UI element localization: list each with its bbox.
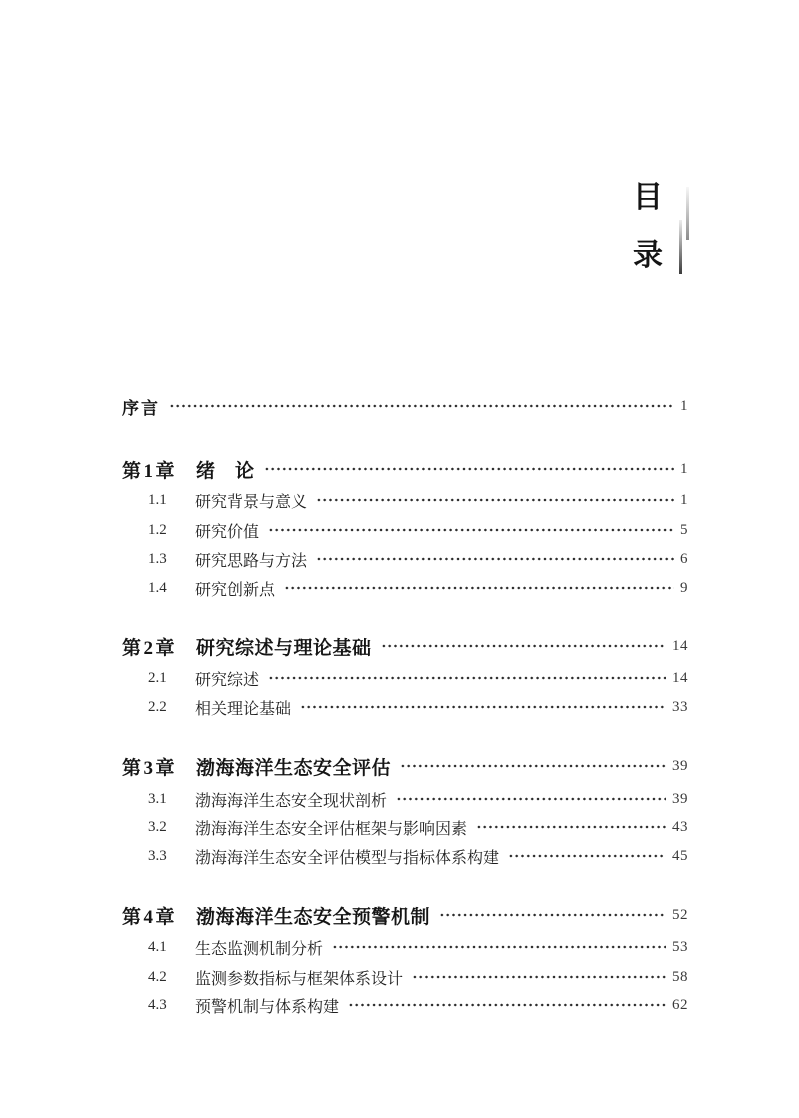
toc-section-number: 1.1	[148, 491, 167, 508]
toc-entry-page: 6	[680, 550, 688, 567]
toc-entry-page: 9	[680, 579, 688, 596]
toc-entry-title: 序言	[122, 398, 160, 418]
toc-entry-title: 渤海海洋生态安全预警机制	[196, 906, 431, 928]
dot-leader	[381, 634, 666, 658]
toc-entry-page: 1	[680, 460, 688, 477]
toc-entry-page: 33	[672, 698, 688, 715]
page-title-char-mu: 目	[633, 181, 663, 214]
toc-entry-title: 研究综述	[195, 671, 260, 689]
toc-entry-title: 渤海海洋生态安全评估框架与影响因素	[195, 820, 468, 838]
toc-entry-page: 53	[672, 938, 688, 955]
toc-section-number: 3.1	[148, 790, 167, 807]
dot-leader	[316, 488, 674, 512]
toc-entry-title: 渤海海洋生态安全评估模型与指标体系构建	[195, 849, 500, 867]
toc-entry-chapter-3	[122, 754, 688, 778]
toc-section-number: 4.1	[148, 938, 167, 955]
dot-leader	[169, 394, 674, 418]
toc-entry-page: 1	[680, 491, 688, 508]
toc-entry-title: 研究背景与意义	[195, 493, 308, 511]
toc-entry-2-1	[122, 666, 688, 690]
toc-entry-title: 研究思路与方法	[195, 552, 308, 570]
toc-chapter-number: 第2章	[122, 637, 178, 659]
toc-entry-page: 5	[680, 521, 688, 538]
title-decor-bar-bottom	[679, 220, 682, 274]
dot-leader	[332, 935, 666, 959]
toc-entry-1-1	[122, 488, 688, 512]
dot-leader	[412, 965, 666, 989]
dot-leader	[508, 844, 666, 868]
toc-entry-4-3	[122, 993, 688, 1017]
toc-entry-title: 研究综述与理论基础	[196, 637, 372, 659]
toc-section-number: 3.2	[148, 818, 167, 835]
toc-section-number: 4.3	[148, 996, 167, 1013]
toc-entry-chapter-1	[122, 457, 688, 481]
toc-section-number: 3.3	[148, 847, 167, 864]
dot-leader	[396, 787, 666, 811]
toc-entry-3-2	[122, 815, 688, 839]
toc-section-number: 1.2	[148, 521, 167, 538]
toc-section-number: 2.1	[148, 669, 167, 686]
toc-entry-page: 58	[672, 968, 688, 985]
toc-section-number: 1.4	[148, 579, 167, 596]
toc-entry-title: 生态监测机制分析	[195, 940, 324, 958]
toc-chapter-number: 第3章	[122, 757, 178, 779]
toc-entry-4-2	[122, 965, 688, 989]
toc-section-number: 1.3	[148, 550, 167, 567]
toc-entry-chapter-2	[122, 634, 688, 658]
toc-entry-title: 预警机制与体系构建	[195, 998, 340, 1016]
toc-entry-page: 39	[672, 757, 688, 774]
dot-leader	[316, 547, 674, 571]
toc-entry-title: 渤海海洋生态安全现状剖析	[195, 792, 388, 810]
toc-entry-title: 监测参数指标与框架体系设计	[195, 970, 404, 988]
toc-entry-chapter-4	[122, 903, 688, 927]
toc-entry-1-3	[122, 547, 688, 571]
page-title-char-lu: 录	[633, 239, 663, 272]
toc-entry-title: 相关理论基础	[195, 700, 292, 718]
page-title	[633, 183, 663, 271]
toc-entry-title: 渤海海洋生态安全评估	[196, 757, 392, 779]
toc-entry-page: 1	[680, 397, 688, 414]
toc-entry-page: 14	[672, 637, 688, 654]
title-decor-bar-top	[686, 187, 689, 240]
dot-leader	[268, 666, 666, 690]
dot-leader	[264, 457, 674, 481]
toc-entry-3-3	[122, 844, 688, 868]
toc-section-number: 4.2	[148, 968, 167, 985]
toc-entry-title: 研究创新点	[195, 581, 276, 599]
dot-leader	[348, 993, 666, 1017]
toc-entry-title: 绪 论	[196, 460, 255, 482]
toc-chapter-number: 第1章	[122, 460, 178, 482]
dot-leader	[268, 518, 674, 542]
toc-entry-3-1	[122, 787, 688, 811]
toc-entry-4-1	[122, 935, 688, 959]
toc-entry-page: 39	[672, 790, 688, 807]
toc-entry-page: 62	[672, 996, 688, 1013]
dot-leader	[439, 903, 666, 927]
dot-leader	[476, 815, 666, 839]
toc-entry-2-2	[122, 695, 688, 719]
toc-entry-page: 14	[672, 669, 688, 686]
dot-leader	[300, 695, 666, 719]
toc-entry-page: 52	[672, 906, 688, 923]
toc-entry-title: 研究价值	[195, 523, 260, 541]
toc-entry-preface	[122, 394, 688, 418]
toc-section-number: 2.2	[148, 698, 167, 715]
toc-chapter-number: 第4章	[122, 906, 178, 928]
toc-entry-1-2	[122, 518, 688, 542]
toc-entry-page: 45	[672, 847, 688, 864]
dot-leader	[284, 576, 674, 600]
toc-entry-1-4	[122, 576, 688, 600]
dot-leader	[400, 754, 666, 778]
toc-entry-page: 43	[672, 818, 688, 835]
